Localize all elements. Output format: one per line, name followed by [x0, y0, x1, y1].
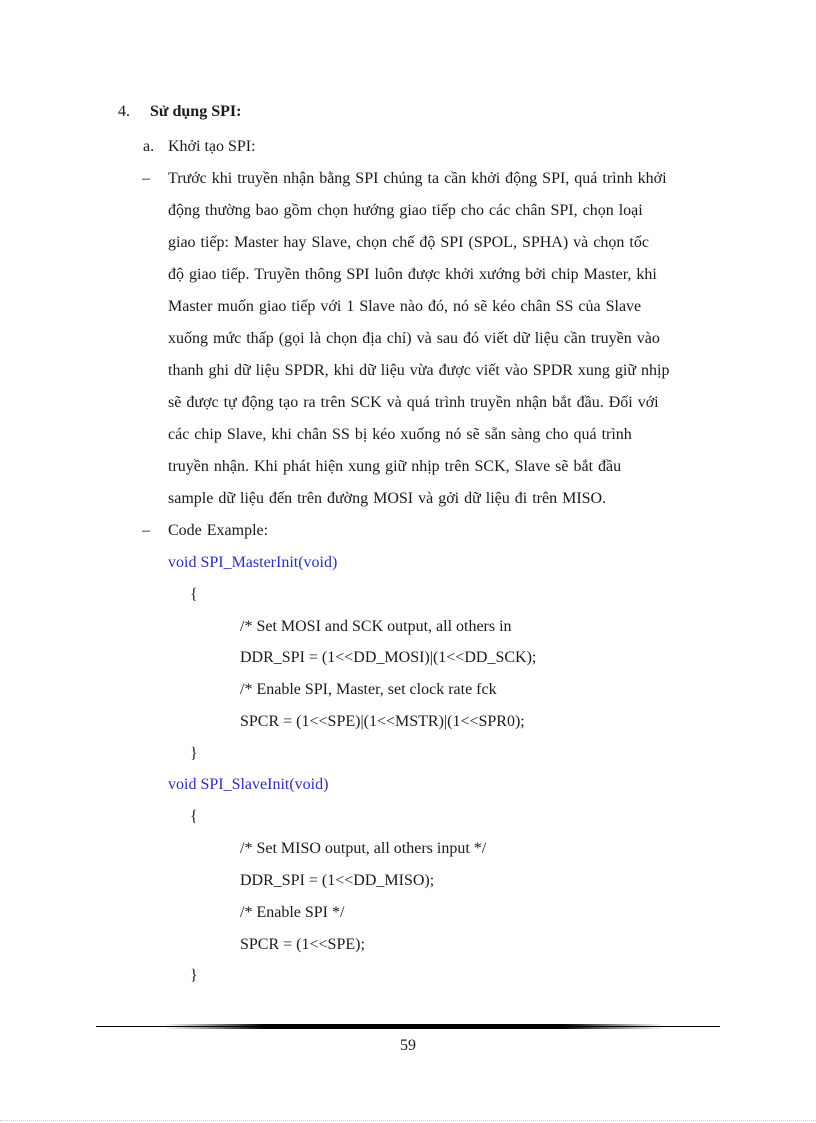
- code-line: DDR_SPI = (1<<DD_MISO);: [240, 872, 435, 889]
- bullet-dash-code: –: [142, 522, 150, 539]
- code-line: DDR_SPI = (1<<DD_MOSI)|(1<<DD_SCK);: [240, 649, 537, 666]
- code-example-label: Code Example:: [168, 522, 269, 539]
- code-slave-open-brace: {: [190, 808, 198, 825]
- code-line: /* Enable SPI */: [240, 904, 345, 921]
- page-bottom-border: [0, 1120, 816, 1122]
- paragraph-line: giao tiếp: Master hay Slave, chọn chế độ SPI (SPOL, SPHA) và chọn tốc: [168, 234, 649, 251]
- section-title: Sử dụng SPI:: [150, 103, 242, 120]
- code-master-open-brace: {: [190, 586, 198, 603]
- code-line: /* Set MISO output, all others input */: [240, 840, 487, 857]
- section-number: 4.: [118, 103, 130, 120]
- code-line: /* Set MOSI and SCK output, all others in: [240, 618, 512, 635]
- paragraph-line: Master muốn giao tiếp với 1 Slave nào đó, nó sẽ kéo chân SS của Slave: [168, 298, 642, 315]
- paragraph-line: sẽ được tự động tạo ra trên SCK và quá trình truyền nhận bắt đầu. Đối với: [168, 394, 659, 411]
- code-line: SPCR = (1<<SPE);: [240, 936, 365, 953]
- code-line: /* Enable SPI, Master, set clock rate fck: [240, 681, 497, 698]
- paragraph-line: truyền nhận. Khi phát hiện xung giữ nhịp trên SCK, Slave sẽ bắt đầu: [168, 458, 622, 475]
- paragraph-line: động thường bao gồm chọn hướng giao tiếp cho các chân SPI, chọn loại: [168, 202, 643, 219]
- bullet-dash-paragraph: –: [142, 170, 150, 187]
- code-slave-close-brace: }: [190, 967, 198, 984]
- footer-rule-accent: [164, 1024, 664, 1029]
- code-line: SPCR = (1<<SPE)|(1<<MSTR)|(1<<SPR0);: [240, 713, 525, 730]
- subsection-title: Khởi tạo SPI:: [168, 138, 256, 155]
- paragraph-line: xuống mức thấp (gọi là chọn địa chỉ) và sau đó viết dữ liệu cần truyền vào: [168, 330, 660, 347]
- paragraph-line: các chip Slave, khi chân SS bị kéo xuống nó sẽ sẵn sàng cho quá trình: [168, 426, 632, 443]
- page-number: 59: [400, 1037, 416, 1054]
- code-master-signature: void SPI_MasterInit(void): [168, 554, 338, 571]
- subsection-marker: a.: [143, 138, 155, 155]
- code-master-close-brace: }: [190, 745, 198, 762]
- paragraph-line: Trước khi truyền nhận bằng SPI chúng ta cần khởi động SPI, quá trình khởi: [168, 170, 667, 187]
- code-slave-signature: void SPI_SlaveInit(void): [168, 776, 329, 793]
- paragraph-line: độ giao tiếp. Truyền thông SPI luôn được khởi xướng bởi chip Master, khi: [168, 266, 657, 283]
- paragraph-line: sample dữ liệu đến trên đường MOSI và gởi dữ liệu đi trên MISO.: [168, 490, 607, 507]
- paragraph-line: thanh ghi dữ liệu SPDR, khi dữ liệu vừa được viết vào SPDR xung giữ nhịp: [168, 362, 670, 379]
